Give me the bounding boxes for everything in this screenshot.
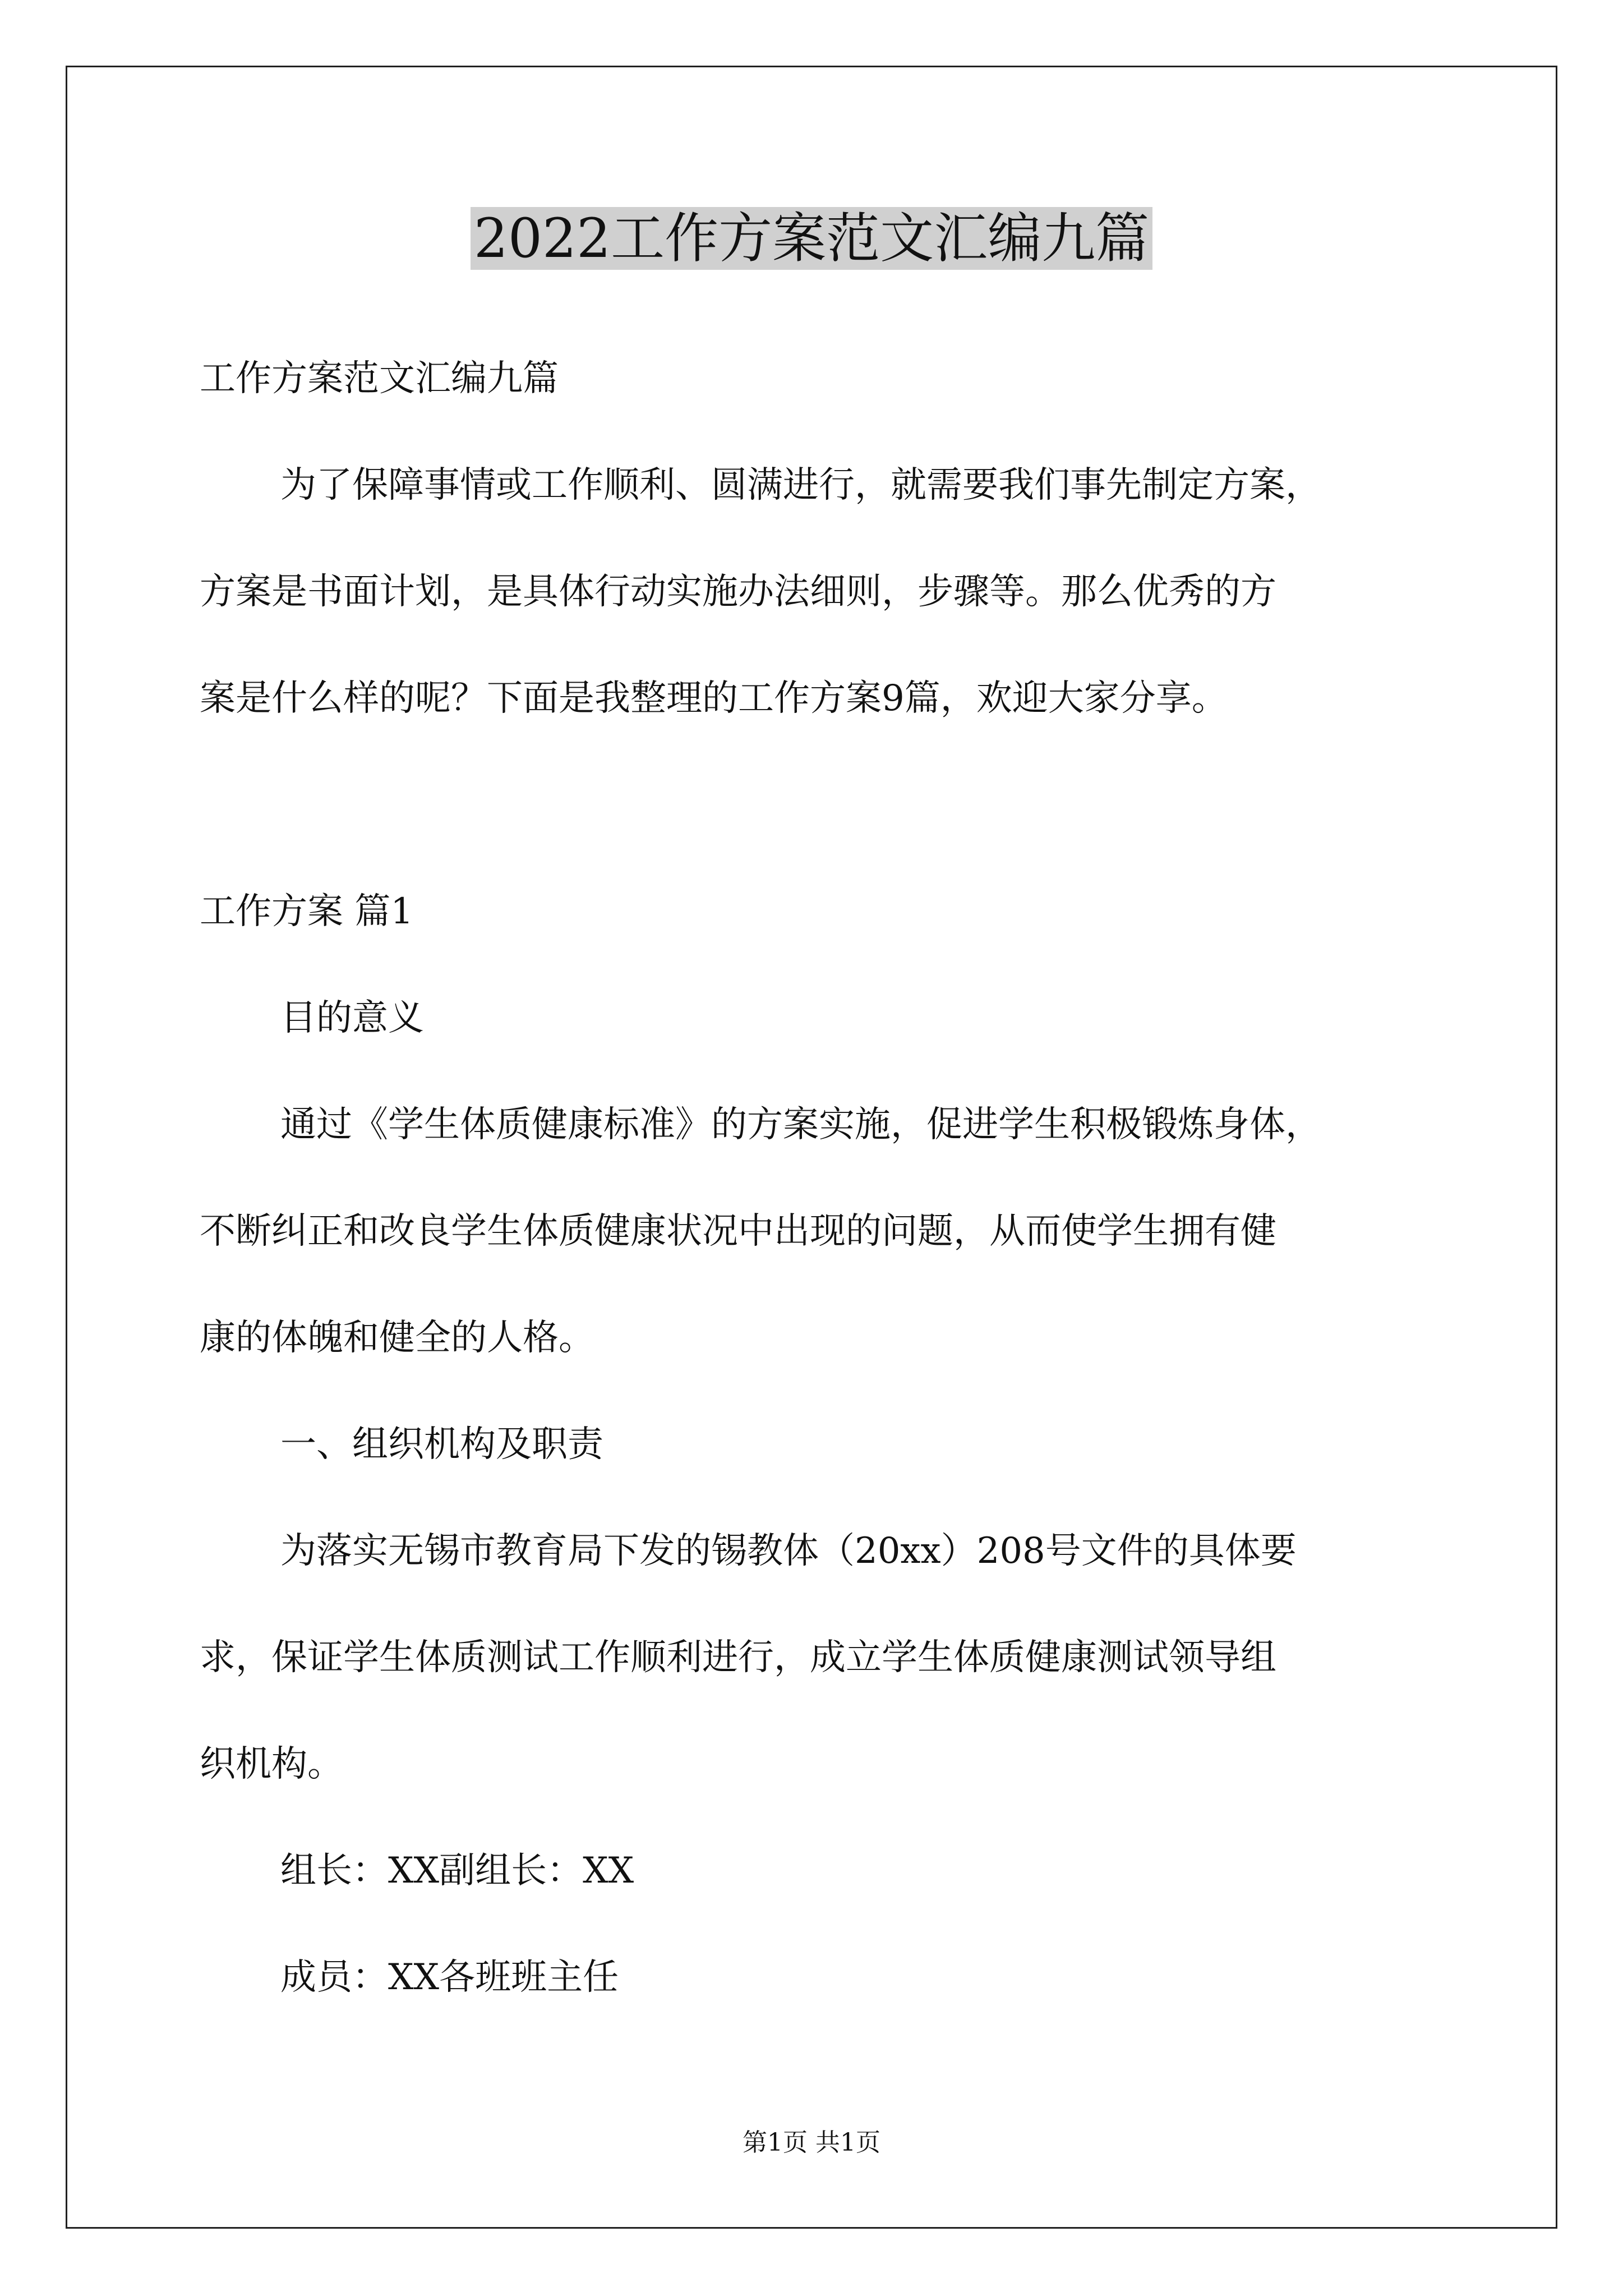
purpose-paragraph-line-3: 康的体魄和健全的人格。: [200, 1317, 594, 1359]
organization-paragraph-line-2: 求，保证学生体质测试工作顺利进行，成立学生体质健康测试领导组: [200, 1637, 1276, 1678]
page-number-footer: 第1页 共1页: [743, 2128, 880, 2157]
purpose-paragraph-line-2: 不断纠正和改良学生体质健康状况中出现的问题，从而使学生拥有健: [200, 1211, 1276, 1252]
section-heading: 工作方案 篇1: [200, 891, 414, 932]
organization-paragraph-line-3: 织机构。: [200, 1743, 343, 1785]
organization-paragraph-line-1: 为落实无锡市教育局下发的锡教体（20xx）208号文件的具体要: [280, 1530, 1297, 1572]
document-title: 2022工作方案范文汇编九篇: [0, 199, 1623, 278]
subheading-organization: 一、组织机构及职责: [280, 1424, 603, 1465]
subheading-purpose: 目的意义: [280, 997, 424, 1039]
intro-paragraph-line-3: 案是什么样的呢？下面是我整理的工作方案9篇，欢迎大家分享。: [200, 678, 1228, 719]
team-members-line: 成员：XX各班班主任: [280, 1957, 619, 1998]
subtitle-line: 工作方案范文汇编九篇: [200, 358, 559, 399]
team-leaders-line: 组长：XX副组长：XX: [280, 1850, 634, 1892]
purpose-paragraph-line-1: 通过《学生体质健康标准》的方案实施，促进学生积极锻炼身体，: [280, 1104, 1321, 1145]
intro-paragraph-line-2: 方案是书面计划，是具体行动实施办法细则，步骤等。那么优秀的方: [200, 571, 1276, 613]
intro-paragraph-line-1: 为了保障事情或工作顺利、圆满进行，就需要我们事先制定方案，: [280, 464, 1321, 506]
